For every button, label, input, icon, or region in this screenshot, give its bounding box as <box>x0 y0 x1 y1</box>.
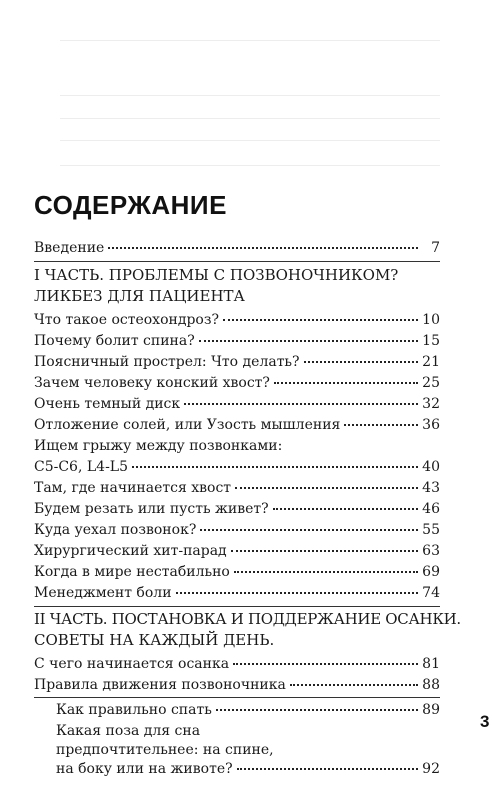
toc-entry-intro[interactable] <box>34 239 440 257</box>
show-through-line <box>60 95 440 96</box>
dot-leader <box>176 592 418 594</box>
part1-heading-line1: I ЧАСТЬ. ПРОБЛЕМЫ С ПОЗВОНОЧНИКОМ? <box>34 266 399 284</box>
dot-leader <box>184 403 418 405</box>
dot-leader <box>237 768 418 770</box>
toc-entry-label: Куда уехал позвонок? <box>34 522 197 538</box>
dot-leader <box>234 571 418 573</box>
toc-entry-label: Почему болит спина? <box>34 333 195 349</box>
section-divider <box>34 606 440 607</box>
toc-entry-page: 55 <box>422 522 440 538</box>
toc-entry-label: Введение <box>34 240 105 256</box>
section-divider <box>34 261 440 262</box>
toc-entry[interactable] <box>34 395 440 413</box>
toc-entry[interactable] <box>34 353 440 371</box>
toc-entry-label: Будем резать или пусть живет? <box>34 501 269 517</box>
toc-entry[interactable] <box>34 584 440 602</box>
toc-entry-hernia-line1[interactable]: Ищем грыжу между позвонками: <box>34 438 283 454</box>
toc-subentry-pose-line2[interactable]: предпочтительнее: на спине, <box>56 742 274 758</box>
toc-entry-label: С5-С6, L4-L5 <box>34 459 129 475</box>
page-number: 3 <box>480 712 490 731</box>
dot-leader <box>132 466 418 468</box>
part2-heading-line1: II ЧАСТЬ. ПОСТАНОВКА И ПОДДЕРЖАНИЕ ОСАНКИ. <box>34 610 461 628</box>
toc-entry-page: 46 <box>422 501 440 517</box>
toc-entry[interactable] <box>34 521 440 539</box>
toc-entry-page: 10 <box>422 312 440 328</box>
toc-entry-label: Как правильно спать <box>56 702 212 718</box>
toc-entry-page: 7 <box>431 240 440 256</box>
toc-entry[interactable] <box>34 542 440 560</box>
toc-entry[interactable] <box>34 500 440 518</box>
show-through-line <box>60 165 440 166</box>
toc-entry-page: 43 <box>422 480 440 496</box>
dot-leader <box>344 424 418 426</box>
toc-entry-page: 15 <box>422 333 440 349</box>
dot-leader <box>273 508 418 510</box>
show-through-line <box>60 140 440 141</box>
dot-leader <box>274 382 418 384</box>
toc-entry[interactable] <box>34 655 440 673</box>
toc-entry[interactable] <box>34 311 440 329</box>
toc-entry-label: Там, где начинается хвост <box>34 480 232 496</box>
dot-leader <box>216 709 418 711</box>
toc-entry-label: Менеджмент боли <box>34 585 172 601</box>
toc-entry-label: Очень темный диск <box>34 396 181 412</box>
toc-entry-label: Отложение солей, или Узость мышления <box>34 417 341 433</box>
dot-leader <box>290 684 418 686</box>
toc-entry[interactable] <box>34 676 440 694</box>
toc-entry-page: 36 <box>422 417 440 433</box>
toc-entry-page: 21 <box>422 354 440 370</box>
toc-entry-page: 74 <box>422 585 440 601</box>
part1-heading-line2: ЛИКБЕЗ ДЛЯ ПАЦИЕНТА <box>34 287 245 305</box>
dot-leader <box>108 247 418 249</box>
toc-entry[interactable] <box>34 374 440 392</box>
toc-entry-page: 92 <box>422 761 440 777</box>
toc-entry-hernia[interactable] <box>34 458 440 476</box>
toc-entry-label: на боку или на животе? <box>56 761 233 777</box>
toc-entry[interactable] <box>34 416 440 434</box>
toc-entry-page: 63 <box>422 543 440 559</box>
dot-leader <box>304 361 418 363</box>
toc-entry-label: Что такое остеохондроз? <box>34 312 219 328</box>
toc-entry-label: Хирургический хит-парад <box>34 543 227 559</box>
dot-leader <box>233 663 418 665</box>
toc-entry-label: Поясничный прострел: Что делать? <box>34 354 300 370</box>
toc-entry-page: 25 <box>422 375 440 391</box>
toc-entry-label: Когда в мире нестабильно <box>34 564 230 580</box>
toc-entry-page: 40 <box>422 459 440 475</box>
toc-entry-label: Правила движения позвоночника <box>34 677 286 693</box>
toc-entry-page: 88 <box>422 677 440 693</box>
toc-entry-page: 81 <box>422 656 440 672</box>
toc-entry-page: 69 <box>422 564 440 580</box>
toc-subentry-pose[interactable] <box>56 760 440 778</box>
toc-entry[interactable] <box>34 332 440 350</box>
dot-leader <box>200 529 418 531</box>
section-divider <box>34 697 440 698</box>
page-title: СОДЕРЖАНИЕ <box>34 190 227 220</box>
show-through-line <box>60 40 440 41</box>
toc-entry-page: 89 <box>422 702 440 718</box>
toc-entry[interactable] <box>34 563 440 581</box>
part2-heading-line2: СОВЕТЫ НА КАЖДЫЙ ДЕНЬ. <box>34 631 275 649</box>
toc-subentry[interactable] <box>56 701 440 719</box>
dot-leader <box>235 487 418 489</box>
dot-leader <box>199 340 418 342</box>
toc-entry-label: Зачем человеку конский хвост? <box>34 375 270 391</box>
toc-entry[interactable] <box>34 479 440 497</box>
dot-leader <box>223 319 418 321</box>
dot-leader <box>231 550 418 552</box>
show-through-line <box>60 118 440 119</box>
toc-entry-label: С чего начинается осанка <box>34 656 230 672</box>
toc-subentry-pose-line1[interactable]: Какая поза для сна <box>56 723 201 739</box>
toc-entry-page: 32 <box>422 396 440 412</box>
